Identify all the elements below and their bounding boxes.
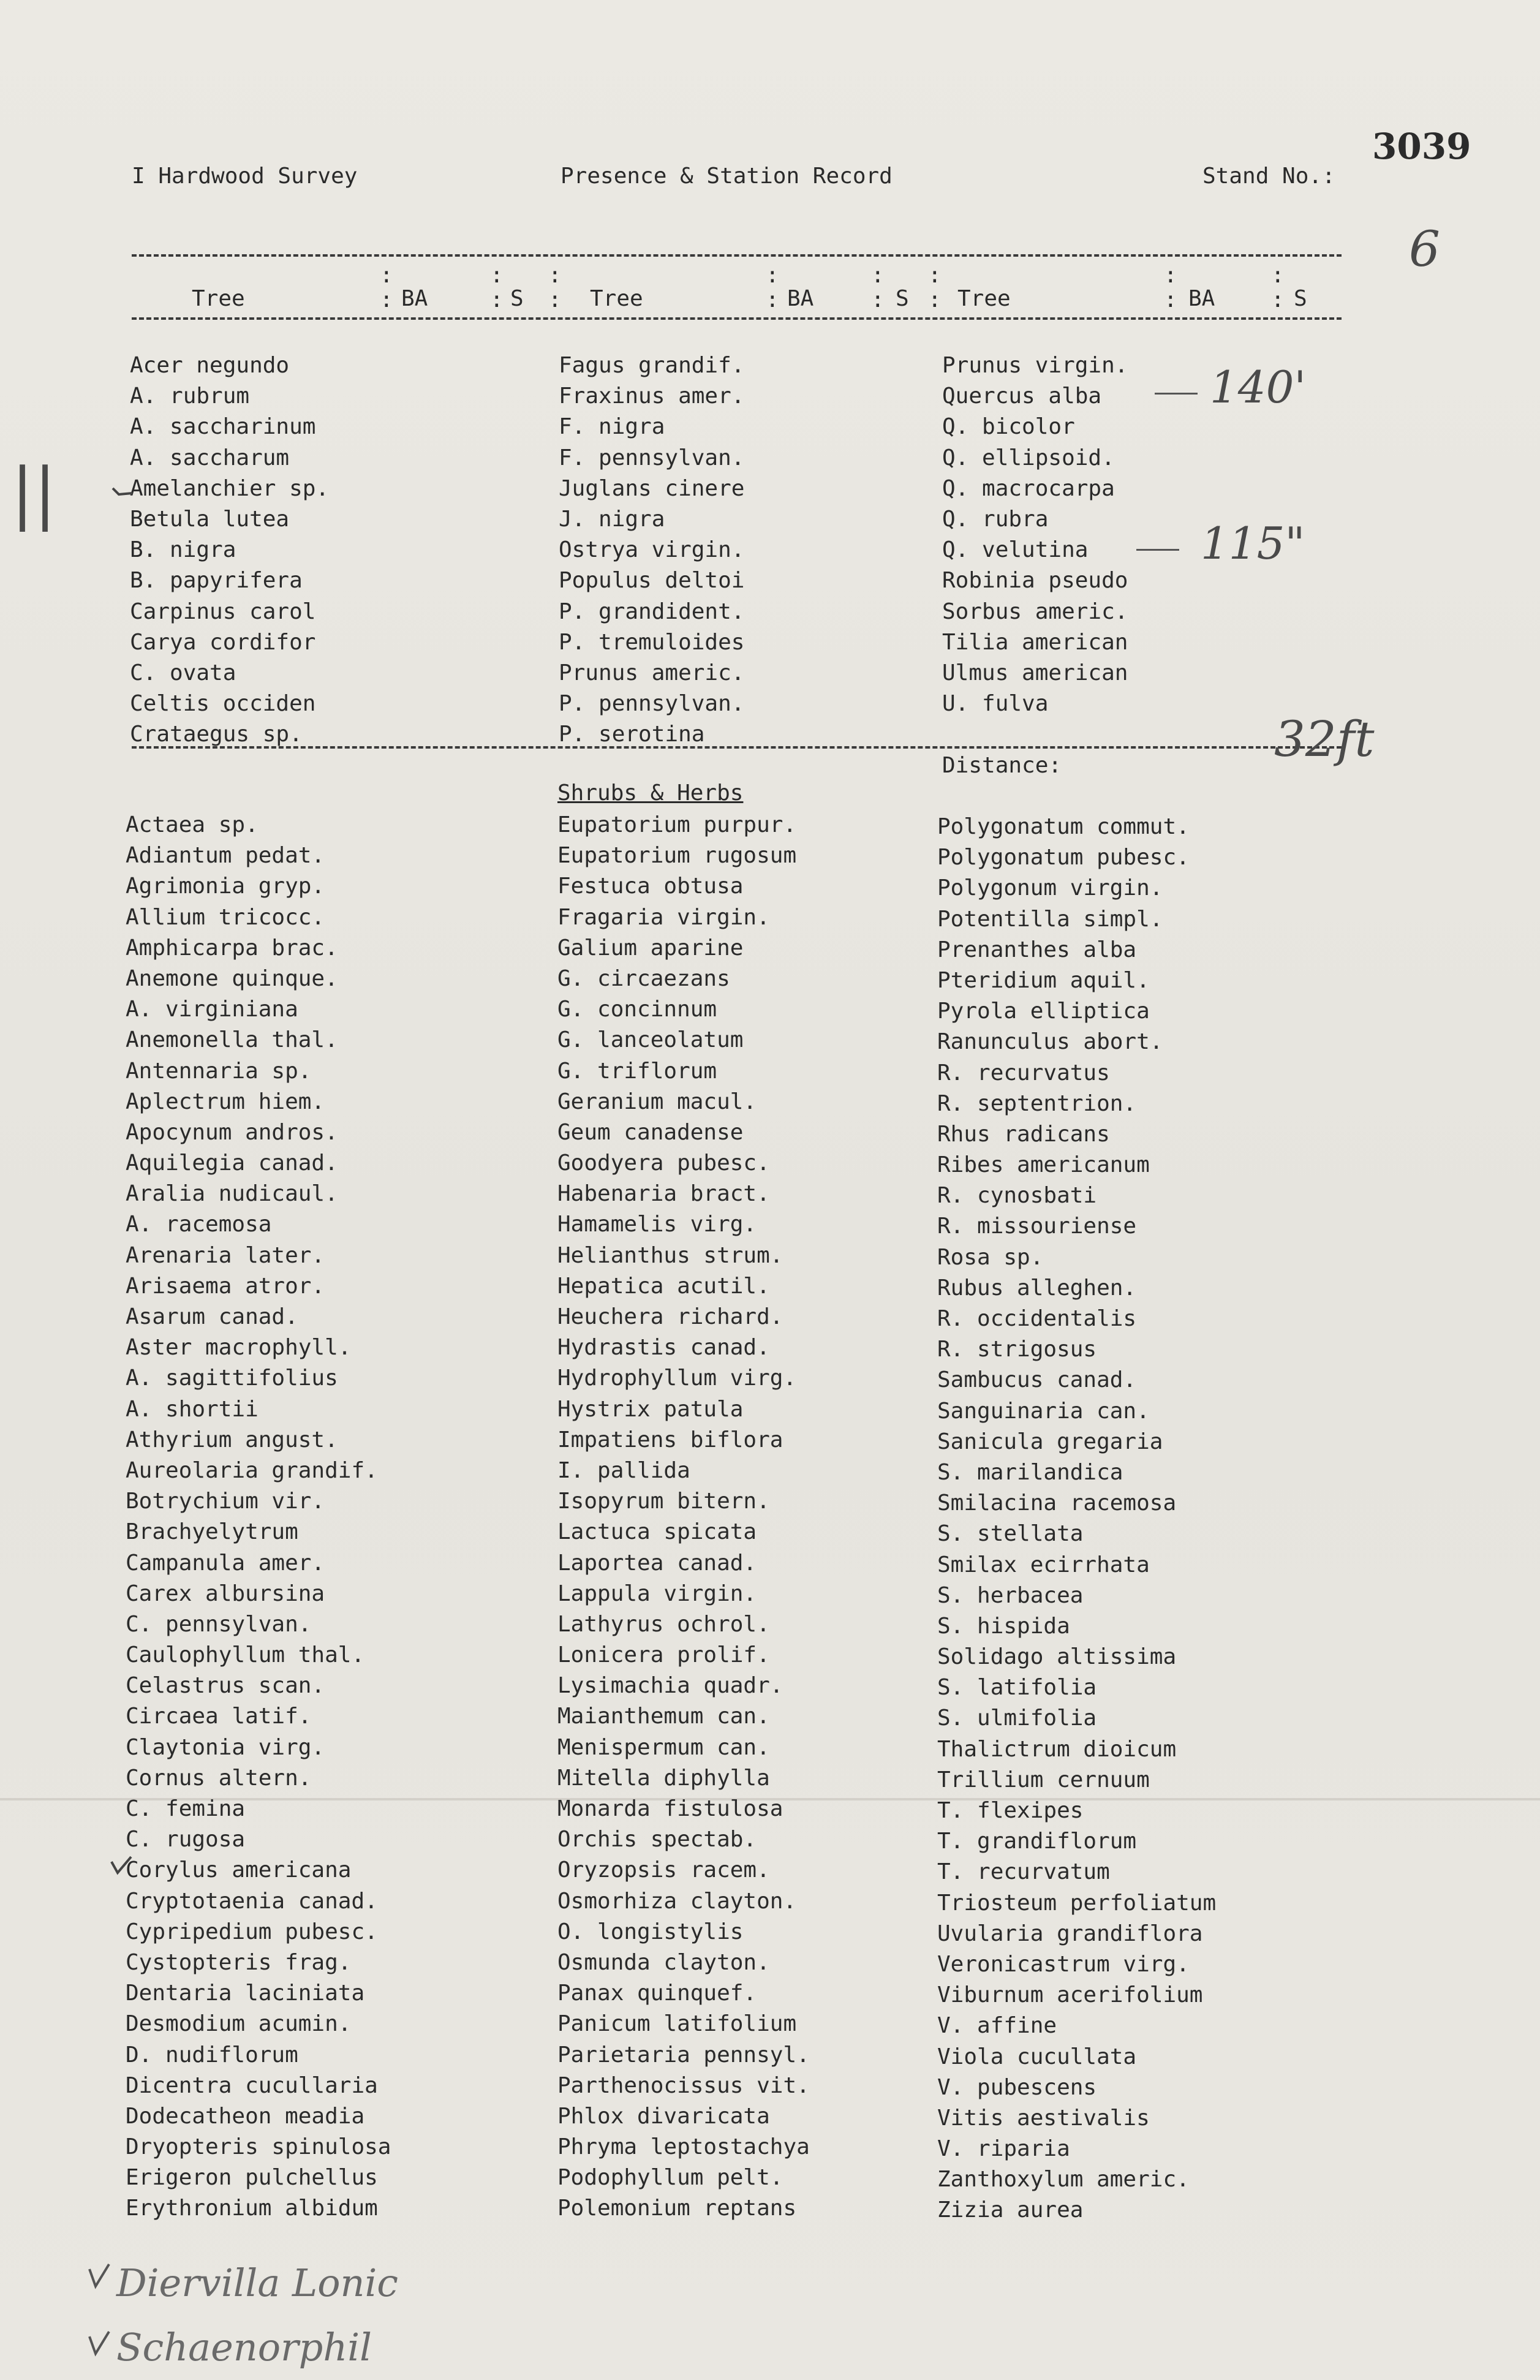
herb-species-entry: S. marilandica — [937, 1459, 1123, 1485]
tree-species-entry: Populus deltoi — [559, 568, 745, 594]
tree-species-entry: Acer negundo — [130, 353, 290, 378]
herb-species-entry: Rosa sp. — [937, 1244, 1044, 1270]
herb-species-entry: Erigeron pulchellus — [126, 2165, 378, 2191]
herb-species-entry: Uvularia grandiflora — [937, 1921, 1203, 1946]
column-separator-mark: : — [766, 263, 779, 288]
herb-species-entry: Sanguinaria can. — [937, 1398, 1150, 1424]
herb-species-entry: Thalictrum dioicum — [937, 1736, 1177, 1762]
herb-list-2 — [557, 810, 810, 2224]
herb-species-entry: Polygonatum commut. — [937, 814, 1190, 839]
herb-species-entry: R. cynosbati — [937, 1183, 1097, 1209]
tree-species-entry: A. rubrum — [130, 383, 250, 409]
herb-species-entry: Polygonum virgin. — [937, 875, 1163, 901]
herb-species-entry: Cypripedium pubesc. — [126, 1919, 378, 1944]
stand-number-stamp: 3039 — [1372, 126, 1471, 167]
tree-species-entry: Q. macrocarpa — [942, 475, 1115, 501]
herb-species-entry: Parthenocissus vit. — [557, 2072, 810, 2098]
herb-species-entry: Veronicastrum virg. — [937, 1951, 1190, 1977]
tree-species-entry: Juglans cinere — [559, 475, 745, 501]
tree-species-entry: Q. velutina — [942, 537, 1089, 563]
column-separator-mark: : — [766, 287, 779, 312]
herb-species-entry: Agrimonia gryp. — [126, 874, 325, 899]
col-ba-1: BA — [401, 286, 428, 311]
header-rule — [132, 317, 1342, 320]
herb-species-entry: Desmodium acumin. — [126, 2011, 352, 2037]
herb-species-entry: Claytonia virg. — [126, 1734, 325, 1760]
herb-species-entry: Circaea latif. — [126, 1704, 312, 1729]
herb-species-entry: Erythronium albidum — [126, 2196, 378, 2221]
herb-species-entry: Lactuca spicata — [557, 1519, 757, 1545]
herb-species-entry: A. shortii — [126, 1396, 259, 1422]
tree-species-entry: Fraxinus amer. — [559, 383, 745, 409]
tree-species-entry: Carpinus carol — [130, 599, 316, 624]
herb-species-entry: Eupatorium purpur. — [557, 812, 797, 837]
herb-species-entry: R. strigosus — [937, 1337, 1097, 1362]
herb-species-entry: Zanthoxylum americ. — [937, 2167, 1190, 2193]
herb-species-entry: Hamamelis virg. — [557, 1212, 757, 1237]
tree-species-entry: Fagus grandif. — [559, 353, 745, 378]
tree-species-entry: J. nigra — [559, 506, 665, 532]
herb-species-entry: Galium aparine — [557, 935, 744, 961]
herb-species-entry: Monarda fistulosa — [557, 1796, 783, 1821]
tree-species-entry: P. serotina — [559, 722, 705, 747]
herb-species-entry: Celastrus scan. — [126, 1673, 325, 1699]
col-tree-2: Tree — [590, 286, 643, 311]
herb-species-entry: S. ulmifolia — [937, 1706, 1097, 1731]
tree-list-1 — [130, 350, 329, 750]
tree-species-entry: Q. ellipsoid. — [942, 445, 1115, 470]
amelanchier-check-icon — [110, 475, 135, 499]
tree-species-entry: Quercus alba — [942, 383, 1102, 409]
herb-species-entry: Sambucus canad. — [937, 1367, 1137, 1393]
herb-species-entry: Brachyelytrum — [126, 1519, 298, 1545]
herb-species-entry: Parietaria pennsyl. — [557, 2042, 810, 2068]
column-separator-mark: : — [380, 287, 393, 312]
herb-species-entry: Lysimachia quadr. — [557, 1673, 783, 1699]
herb-species-entry: Geum canadense — [557, 1119, 744, 1145]
distance-note: 32ft — [1274, 711, 1375, 768]
tree-species-entry: C. ovata — [130, 660, 236, 686]
herb-species-entry: R. recurvatus — [937, 1060, 1110, 1086]
tree-species-entry: P. pennsylvan. — [559, 691, 745, 717]
velutina-leader-line — [1136, 549, 1179, 551]
herb-species-entry: Festuca obtusa — [557, 874, 744, 899]
handwritten-note-diervilla: Diervilla Lonic — [116, 2261, 399, 2305]
herb-species-entry: Viola cucullata — [937, 2044, 1137, 2069]
corylus-check-icon — [109, 1853, 134, 1878]
herb-species-entry: Phlox divaricata — [557, 2103, 770, 2129]
column-separator-mark: : — [928, 287, 942, 312]
tree-species-entry: Crataegus sp. — [130, 722, 303, 747]
column-separator-mark: : — [1164, 263, 1177, 288]
herb-species-entry: Triosteum perfoliatum — [937, 1890, 1217, 1916]
herb-species-entry: Hystrix patula — [557, 1396, 744, 1422]
tree-species-entry: Amelanchier sp. — [130, 475, 330, 501]
herb-species-entry: Maianthemum can. — [557, 1704, 770, 1729]
herb-species-entry: Anemone quinque. — [126, 965, 338, 991]
herb-species-entry: Viburnum acerifolium — [937, 1982, 1203, 2008]
herb-species-entry: V. riparia — [937, 2136, 1070, 2162]
herb-species-entry: Cystopteris frag. — [126, 1949, 352, 1975]
column-separator-mark: : — [871, 263, 885, 288]
herb-species-entry: Aster macrophyll. — [126, 1335, 352, 1361]
herb-species-entry: Smilax ecirrhata — [937, 1552, 1150, 1577]
herb-species-entry: Dicentra cucullaria — [126, 2072, 378, 2098]
tree-species-entry: Ostrya virgin. — [559, 537, 745, 563]
distance-label: Distance: — [942, 753, 1062, 778]
herb-species-entry: Heuchera richard. — [557, 1304, 783, 1329]
herb-species-entry: R. septentrion. — [937, 1090, 1137, 1116]
tree-species-entry: Q. bicolor — [942, 414, 1075, 440]
tree-species-entry: Sorbus americ. — [942, 599, 1128, 624]
velutina-height-note: 115" — [1201, 518, 1305, 569]
record-title: Presence & Station Record — [561, 164, 893, 189]
tree-species-entry: P. grandident. — [559, 599, 745, 624]
herb-species-entry: Cornus altern. — [126, 1765, 312, 1791]
tree-species-entry: P. tremuloides — [559, 629, 745, 655]
tree-list-2 — [559, 350, 744, 750]
herb-species-entry: S. latifolia — [937, 1675, 1097, 1701]
herb-species-entry: Osmorhiza clayton. — [557, 1888, 797, 1914]
column-separator-mark: : — [1271, 263, 1285, 288]
herb-species-entry: Hepatica acutil. — [557, 1273, 770, 1299]
diervilla-check-icon — [87, 2261, 111, 2291]
column-separator-mark: : — [928, 263, 942, 288]
column-separator-mark: : — [380, 263, 393, 288]
herb-species-entry: Eupatorium rugosum — [557, 843, 797, 869]
herb-species-entry: C. rugosa — [126, 1827, 246, 1853]
column-separator-mark: : — [548, 287, 562, 312]
herb-species-entry: Cryptotaenia canad. — [126, 1888, 378, 1914]
herb-species-entry: Athyrium angust. — [126, 1427, 338, 1453]
col-ba-2: BA — [787, 286, 814, 311]
herb-species-entry: C. pennsylvan. — [126, 1611, 312, 1637]
herb-species-entry: Aureolaria grandif. — [126, 1457, 378, 1483]
herb-species-entry: Helianthus strum. — [557, 1242, 783, 1268]
stand-label: Stand No.: — [1202, 164, 1335, 189]
herb-species-entry: Botrychium vir. — [126, 1489, 325, 1514]
tree-species-entry: Q. rubra — [942, 506, 1049, 532]
column-separator-mark: : — [1271, 287, 1285, 312]
herb-species-entry: Isopyrum bitern. — [557, 1489, 770, 1514]
tree-species-entry: B. papyrifera — [130, 568, 303, 594]
col-tree-1: Tree — [192, 286, 245, 311]
herb-species-entry: G. triflorum — [557, 1058, 717, 1084]
tree-species-entry: Celtis occiden — [130, 691, 316, 717]
tree-species-entry: A. saccharum — [130, 445, 290, 470]
tree-species-entry: Tilia american — [942, 629, 1128, 655]
herb-species-entry: A. virginiana — [126, 997, 298, 1022]
herb-species-entry: Arenaria later. — [126, 1242, 325, 1268]
tree-species-entry: F. pennsylvan. — [559, 445, 745, 470]
herb-species-entry: A. racemosa — [126, 1212, 272, 1237]
herb-species-entry: Panax quinquef. — [557, 1981, 757, 2006]
herb-species-entry: Allium tricocc. — [126, 904, 325, 930]
herb-species-entry: O. longistylis — [557, 1919, 744, 1944]
tree-species-entry: A. saccharinum — [130, 414, 316, 440]
herb-species-entry: Goodyera pubesc. — [557, 1150, 770, 1176]
herb-species-entry: G. concinnum — [557, 997, 717, 1022]
col-ba-3: BA — [1188, 286, 1215, 311]
herb-species-entry: G. lanceolatum — [557, 1027, 744, 1053]
herb-species-entry: Anemonella thal. — [126, 1027, 338, 1053]
herb-species-entry: Adiantum pedat. — [126, 843, 325, 869]
herb-species-entry: G. circaezans — [557, 965, 730, 991]
tree-species-entry: Prunus virgin. — [942, 353, 1128, 378]
herb-species-entry: Hydrophyllum virg. — [557, 1366, 797, 1391]
herb-species-entry: Habenaria bract. — [557, 1181, 770, 1207]
herb-species-entry: Orchis spectab. — [557, 1827, 757, 1853]
herb-species-entry: Laportea canad. — [557, 1550, 757, 1576]
herb-species-entry: T. grandiflorum — [937, 1829, 1137, 1854]
herb-species-entry: Vitis aestivalis — [937, 2105, 1150, 2131]
column-separator-mark: : — [490, 263, 504, 288]
alba-height-note: 140' — [1210, 361, 1307, 413]
herb-species-entry: Aplectrum hiem. — [126, 1089, 325, 1114]
herb-species-entry: Antennaria sp. — [126, 1058, 312, 1084]
herb-species-entry: Arisaema atror. — [126, 1273, 325, 1299]
herb-list-3 — [937, 812, 1216, 2226]
herb-species-entry: Geranium macul. — [557, 1089, 757, 1114]
herb-species-entry: Panicum latifolium — [557, 2011, 797, 2037]
herb-species-entry: C. femina — [126, 1796, 246, 1821]
shrubs-herbs-heading: Shrubs & Herbs — [557, 780, 744, 806]
tree-list-3 — [942, 350, 1128, 719]
herb-species-entry: Corylus americana — [126, 1857, 352, 1883]
herb-species-entry: V. pubescens — [937, 2074, 1097, 2100]
alba-leader-line — [1155, 393, 1198, 395]
tree-species-entry: Robinia pseudo — [942, 568, 1128, 594]
survey-title: I Hardwood Survey — [132, 164, 358, 189]
schaenorphil-check-icon — [87, 2328, 111, 2359]
col-s-3: S — [1294, 286, 1307, 311]
herb-species-entry: Actaea sp. — [126, 812, 259, 837]
herb-species-entry: Dryopteris spinulosa — [126, 2134, 391, 2160]
herb-species-entry: T. recurvatum — [937, 1859, 1110, 1885]
herb-list-1 — [126, 810, 391, 2224]
herb-species-entry: R. missouriense — [937, 1214, 1137, 1239]
tree-species-entry: U. fulva — [942, 691, 1049, 717]
herb-species-entry: Phryma leptostachya — [557, 2134, 810, 2160]
col-s-1: S — [510, 286, 524, 311]
tree-species-entry: Ulmus american — [942, 660, 1128, 686]
top-rule — [132, 254, 1342, 257]
herb-species-entry: Ranunculus abort. — [937, 1029, 1163, 1055]
herb-species-entry: Lathyrus ochrol. — [557, 1611, 770, 1637]
herb-species-entry: Dentaria laciniata — [126, 1981, 365, 2006]
herb-species-entry: D. nudiflorum — [126, 2042, 298, 2068]
herb-species-entry: Sanicula gregaria — [937, 1429, 1163, 1454]
herb-species-entry: Impatiens biflora — [557, 1427, 783, 1453]
herb-species-entry: A. sagittifolius — [126, 1366, 338, 1391]
handwritten-stand-number: 6 — [1409, 221, 1440, 278]
herb-species-entry: Amphicarpa brac. — [126, 935, 338, 961]
herb-species-entry: S. herbacea — [937, 1582, 1084, 1608]
column-separator-mark: : — [490, 287, 504, 312]
herb-species-entry: Ribes americanum — [937, 1152, 1150, 1178]
herb-species-entry: Caulophyllum thal. — [126, 1642, 365, 1668]
herb-species-entry: S. hispida — [937, 1613, 1070, 1639]
herb-species-entry: Aralia nudicaul. — [126, 1181, 338, 1207]
herb-species-entry: Smilacina racemosa — [937, 1490, 1177, 1516]
herb-species-entry: Mitella diphylla — [557, 1765, 770, 1791]
herb-species-entry: Osmunda clayton. — [557, 1949, 770, 1975]
herb-species-entry: Polemonium reptans — [557, 2196, 797, 2221]
herb-species-entry: Solidago altissima — [937, 1644, 1177, 1670]
herb-species-entry: Dodecatheon meadia — [126, 2103, 365, 2129]
herb-species-entry: Aquilegia canad. — [126, 1150, 338, 1176]
herb-species-entry: S. stellata — [937, 1521, 1084, 1547]
herb-species-entry: Pteridium aquil. — [937, 967, 1150, 993]
margin-mark: || — [11, 453, 57, 532]
herb-species-entry: Apocynum andros. — [126, 1119, 338, 1145]
column-separator-mark: : — [871, 287, 885, 312]
tree-species-entry: B. nigra — [130, 537, 236, 563]
herb-species-entry: Podophyllum pelt. — [557, 2165, 783, 2191]
herb-species-entry: I. pallida — [557, 1457, 690, 1483]
herb-species-entry: Fragaria virgin. — [557, 904, 770, 930]
herb-species-entry: Lonicera prolif. — [557, 1642, 770, 1668]
herb-species-entry: Polygonatum pubesc. — [937, 845, 1190, 871]
herb-species-entry: Hydrastis canad. — [557, 1335, 770, 1361]
tree-species-entry: Prunus americ. — [559, 660, 745, 686]
herb-species-entry: V. affine — [937, 2013, 1057, 2039]
tree-species-entry: F. nigra — [559, 414, 665, 440]
herb-species-entry: Campanula amer. — [126, 1550, 325, 1576]
tree-species-entry: Betula lutea — [130, 506, 290, 532]
herb-species-entry: Potentilla simpl. — [937, 906, 1163, 932]
herb-species-entry: Lappula virgin. — [557, 1581, 757, 1606]
herb-species-entry: Trillium cernuum — [937, 1767, 1150, 1793]
herb-species-entry: Rubus alleghen. — [937, 1275, 1137, 1301]
middle-rule — [132, 746, 1342, 749]
column-separator-mark: : — [1164, 287, 1177, 312]
handwritten-note-schaenorphil: Schaenorphil — [116, 2325, 372, 2370]
herb-species-entry: Rhus radicans — [937, 1121, 1110, 1147]
tree-species-entry: Carya cordifor — [130, 629, 316, 655]
herb-species-entry: Menispermum can. — [557, 1734, 770, 1760]
herb-species-entry: Zizia aurea — [937, 2197, 1084, 2223]
col-tree-3: Tree — [957, 286, 1011, 311]
herb-species-entry: Pyrola elliptica — [937, 999, 1150, 1024]
herb-species-entry: Oryzopsis racem. — [557, 1857, 770, 1883]
herb-species-entry: Asarum canad. — [126, 1304, 298, 1329]
herb-species-entry: R. occidentalis — [937, 1306, 1137, 1331]
herb-species-entry: Carex albursina — [126, 1581, 325, 1606]
col-s-2: S — [896, 286, 909, 311]
herb-species-entry: T. flexipes — [937, 1798, 1084, 1823]
column-separator-mark: : — [548, 263, 562, 288]
herb-species-entry: Prenanthes alba — [937, 937, 1137, 962]
